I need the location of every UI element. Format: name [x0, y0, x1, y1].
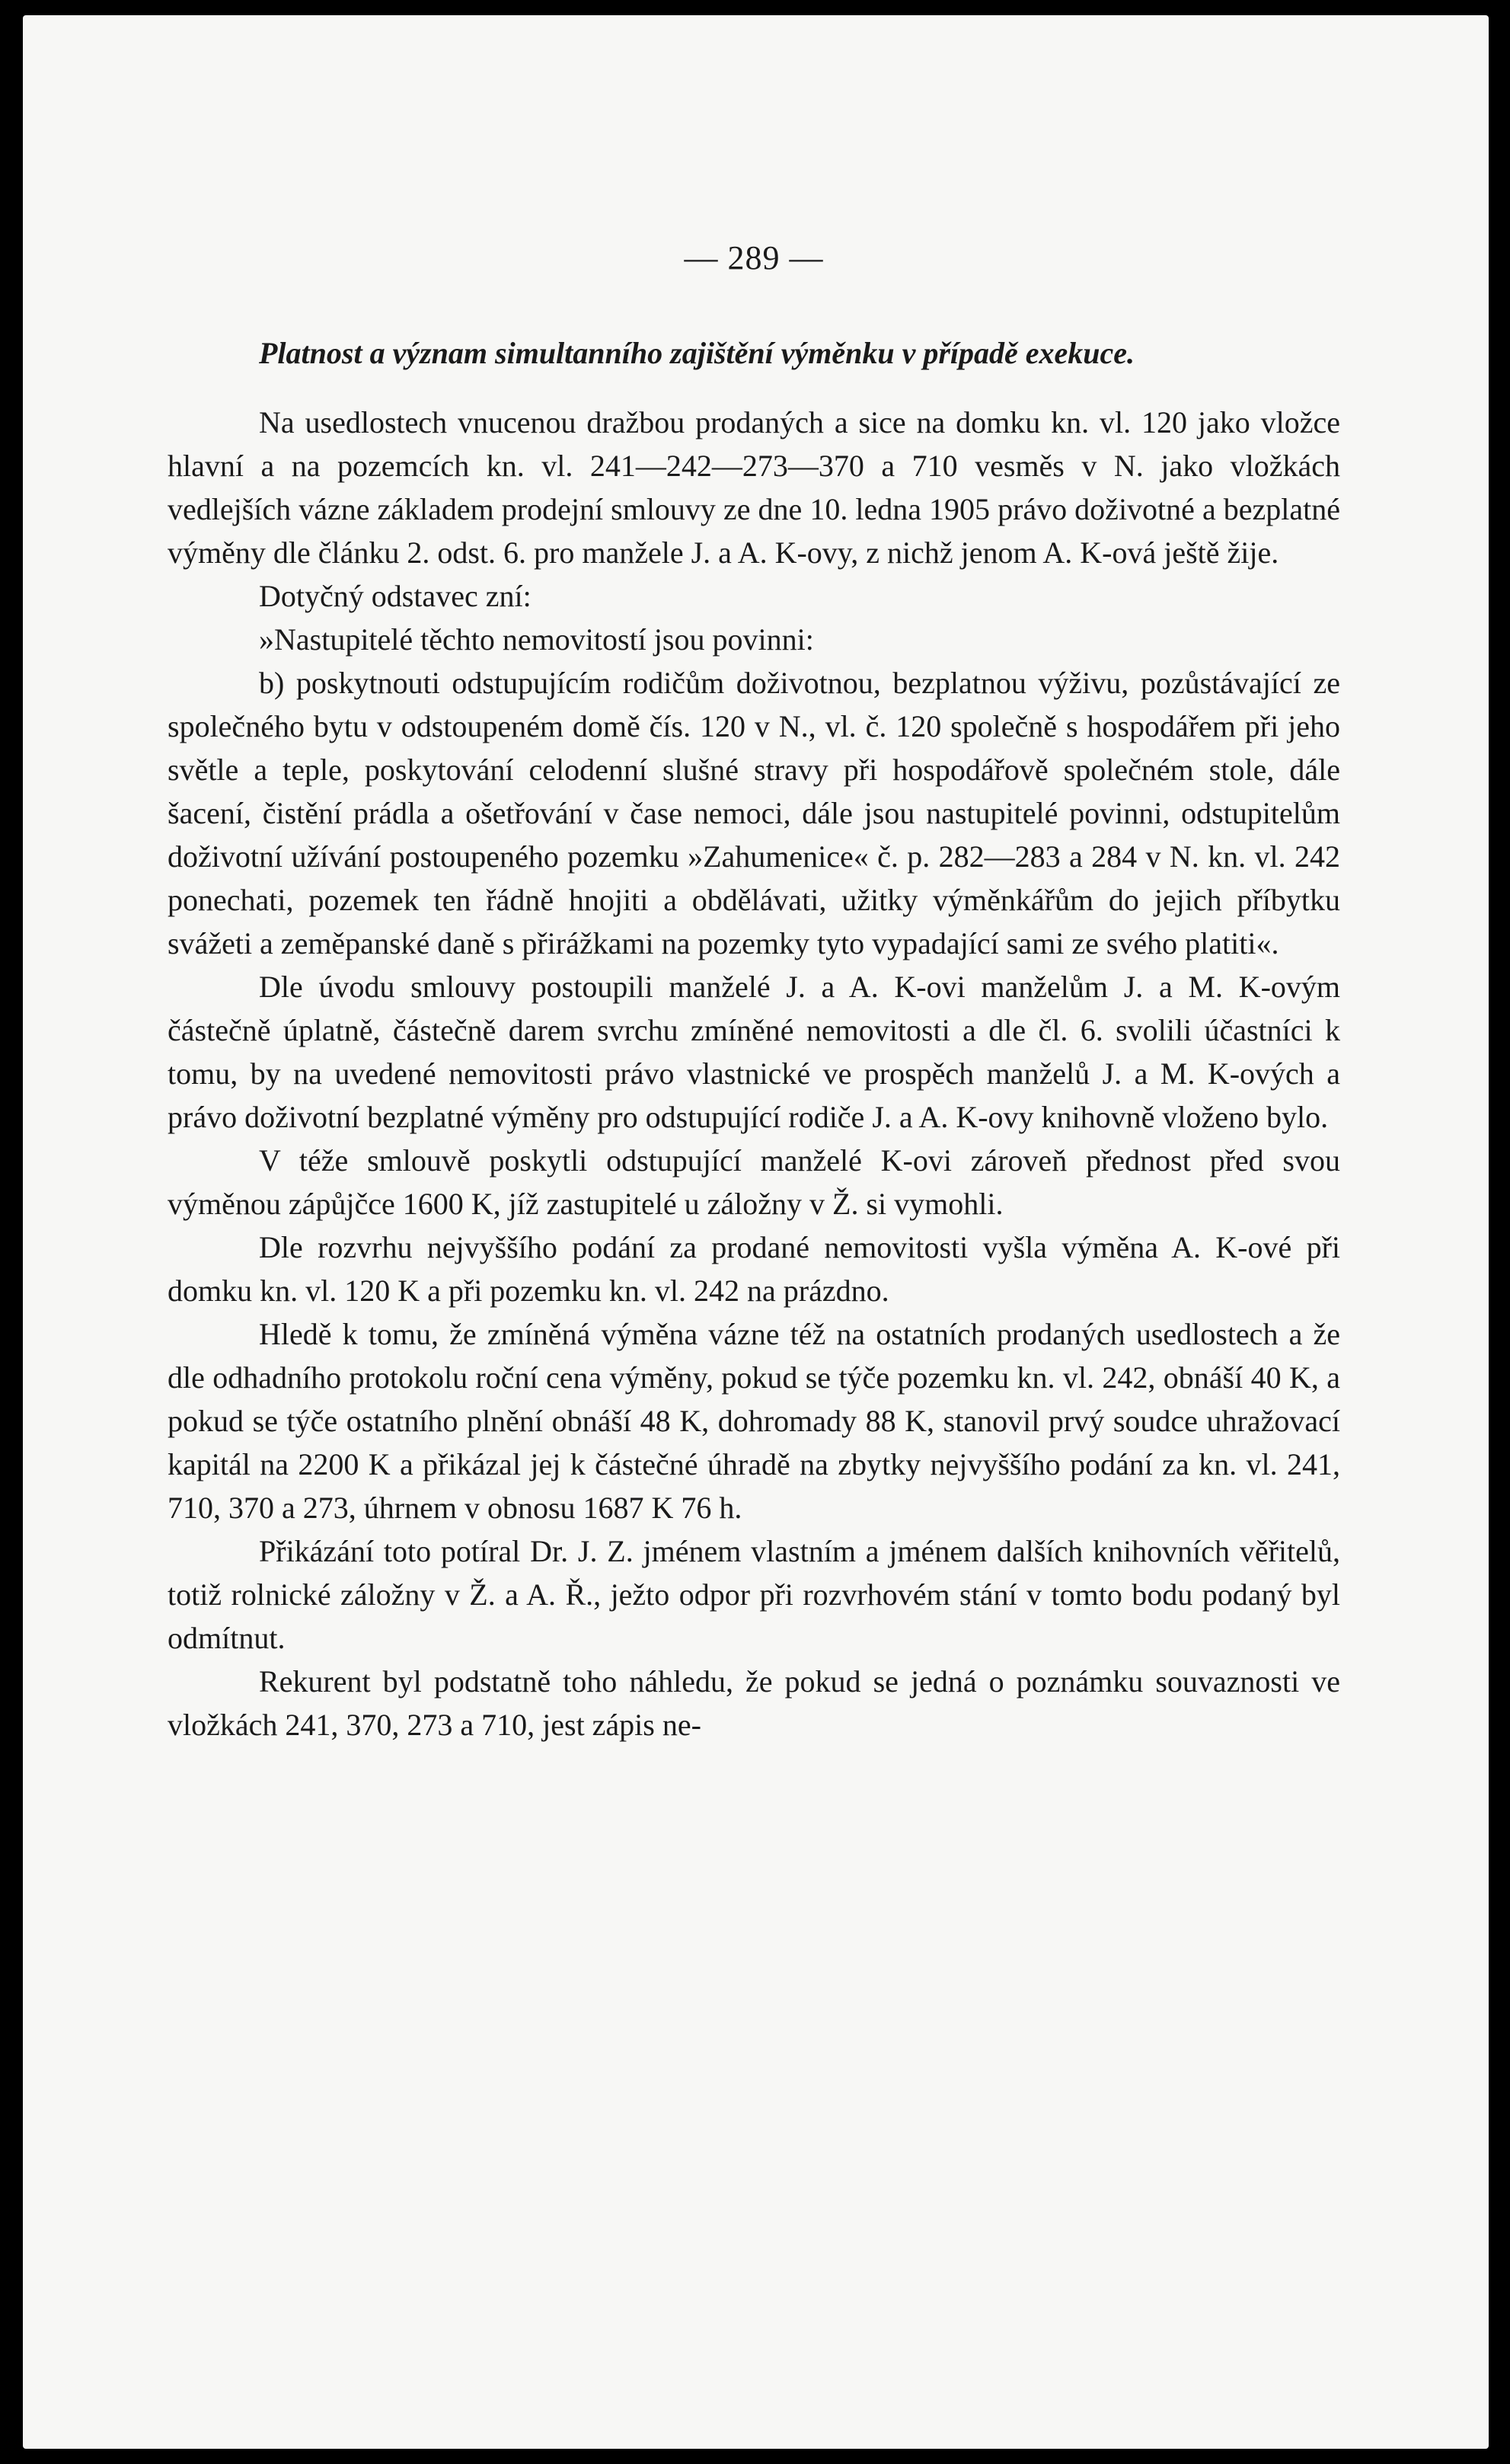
paragraph-quote-start: »Nastupitelé těchto nemovitostí jsou povinni: [259, 622, 814, 657]
paragraph-quote-b: b) poskytnouti odstupujícím rodičům doživotnou, bezplatnou výživu, pozůstávající ze společného bytu v odstoupeném domě čís. 120 v N., vl. č. 120 společně s hospodářem při jeho světle a teple, poskytování celodenní slušné stravy při hospodářově společném stole, dále šacení, čistění prádla a ošetřování v čase nemoci, dále jsou nastupitelé povinni, odstupitelům doživotní užívání postoupeného pozemku »Zahumenice« č. p. 282—283 a 284 v N. kn. vl. 242 ponechati, pozemek ten řádně hnojiti a obdělávati, užitky výměnkářům do jejich příbytku svážeti a zeměpanské daně s přirážkami na pozemky tyto vypadající sami ze svého platiti«. [168, 666, 1340, 960]
paragraph-recourse: Rekurent byl podstatně toho náhledu, že pokud se jedná o poznámku souvaznosti ve vložkách 241, 370, 273 a 710, jest zápis ne- [168, 1664, 1340, 1742]
paragraph-distribution: Dle rozvrhu nejvyššího podání za prodané nemovitosti vyšla výměna A. K-ové při domku kn. vl. 120 K a při pozemku kn. vl. 242 na prázdno. [168, 1230, 1340, 1308]
document-page [23, 15, 1489, 2449]
paragraph-clause-intro: Dotyčný odstavec zní: [259, 579, 532, 613]
page-number: — 289 — [684, 239, 824, 276]
section-title: Platnost a význam simultanního zajištění výměnku v případě exekuce. [259, 336, 1135, 370]
paragraph-objection: Přikázání toto potíral Dr. J. Z. jménem vlastním a jménem dalších knihovních věřitelů, totiž rolnické záložny v Ž. a A. Ř., ježto odpor při rozvrhovém stání v tomto bodu podaný byl odmítnut. [168, 1534, 1340, 1655]
text-block [168, 236, 1340, 1747]
paragraph-contract: Dle úvodu smlouvy postoupili manželé J. a A. K-ovi manželům J. a M. K-ovým částečně úplatně, částečně darem svrchu zmíněné nemovitosti a dle čl. 6. svolili účastníci k tomu, by na uvedené nemovitosti právo vlastnické ve prospěch manželů J. a M. K-ových a právo doživotní bezplatné výměny pro odstupující rodiče J. a A. K-ovy knihovně vloženo bylo. [168, 970, 1340, 1134]
paragraph-intro: Na usedlostech vnucenou dražbou prodaných a sice na domku kn. vl. 120 jako vložce hlavní a na pozemcích kn. vl. 241—242—273—370 a 710 vesměs v N. jako vložkách vedlejších vázne základem prodejní smlouvy ze dne 10. ledna 1905 právo doživotné a bezplatné výměny dle článku 2. odst. 6. pro manžele J. a A. K-ovy, z nichž jenom A. K-ová ještě žije. [168, 405, 1340, 570]
paragraph-priority: V téže smlouvě poskytli odstupující manželé K-ovi zároveň přednost před svou výměnou zápůjčce 1600 K, jíž zastupitelé u záložny v Ž. si vymohli. [168, 1143, 1340, 1221]
paragraph-valuation: Hledě k tomu, že zmíněná výměna vázne též na ostatních prodaných usedlostech a že dle odhadního protokolu roční cena výměny, pokud se týče pozemku kn. vl. 242, obnáší 40 K, a pokud se týče ostatního plnění obnáší 48 K, dohromady 88 K, stanovil prvý soudce uhražovací kapitál na 2200 K a přikázal jej k částečné úhradě na zbytky nejvyššího podání za kn. vl. 241, 710, 370 a 273, úhrnem v obnosu 1687 K 76 h. [168, 1317, 1340, 1525]
